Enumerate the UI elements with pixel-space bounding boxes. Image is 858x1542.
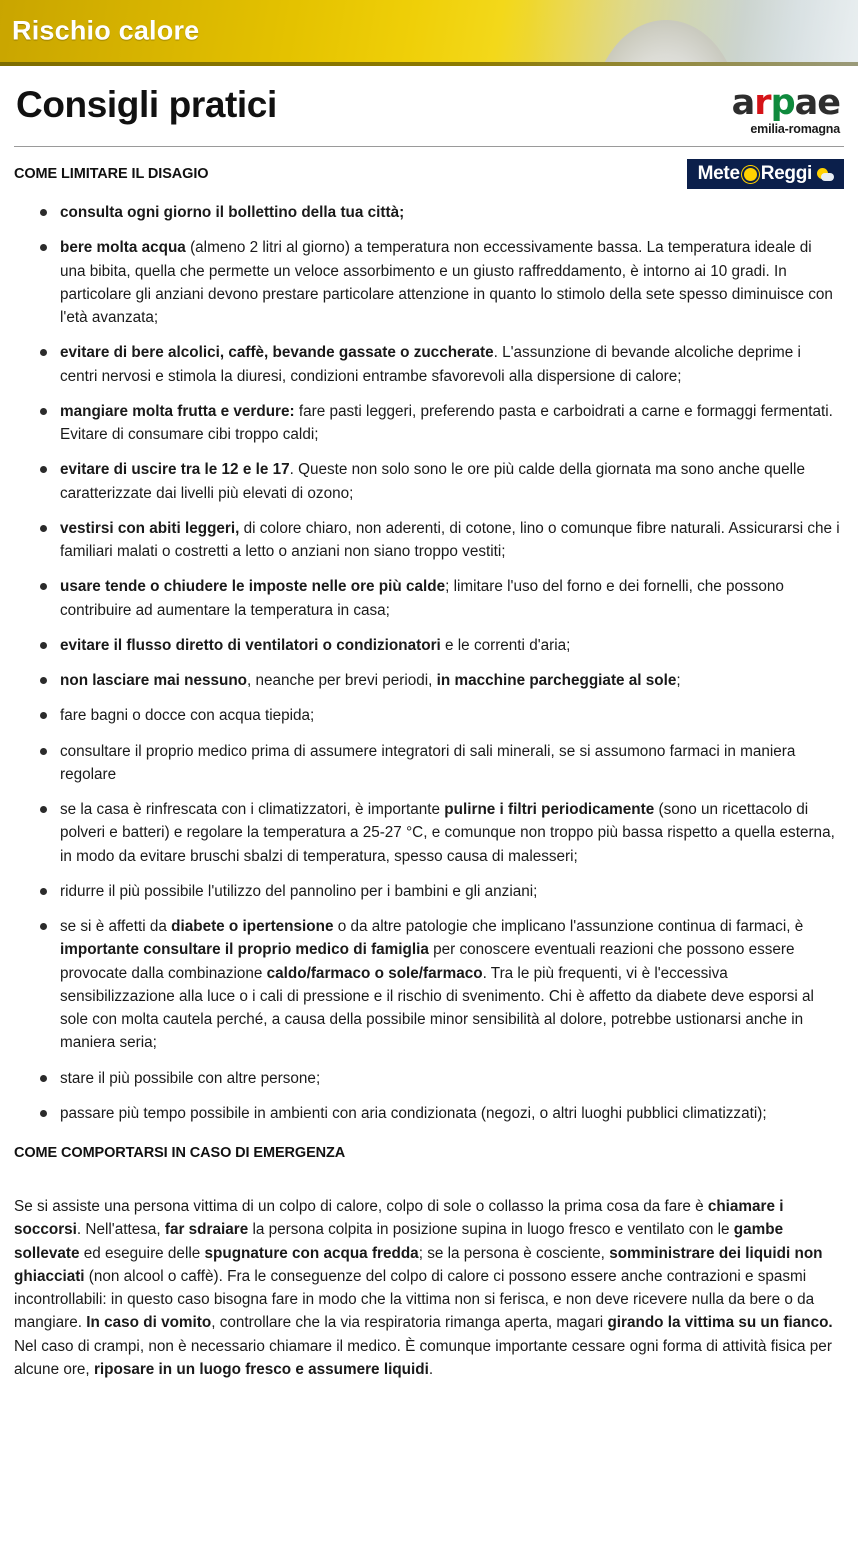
logo-letter-p: p xyxy=(770,83,795,123)
section-title-emergenza: COME COMPORTARSI IN CASO DI EMERGENZA xyxy=(14,1145,346,1161)
list-item: fare bagni o docce con acqua tiepida; xyxy=(40,704,840,727)
logo-letter-a1: a xyxy=(731,83,755,123)
list-item: stare il più possibile con altre persone; xyxy=(40,1067,840,1090)
list-item: non lasciare mai nessuno, neanche per brevi periodi, in macchine parcheggiate al sole; xyxy=(40,669,840,692)
arpae-logo-subtitle: emilia-romagna xyxy=(750,122,840,136)
sun-cloud-icon xyxy=(817,168,833,181)
banner-title: Rischio calore xyxy=(12,15,200,46)
emergency-text xyxy=(14,1195,844,1381)
list-item: vestirsi con abiti leggeri, di colore chiaro, non aderenti, di cotone, lino o comunque fibre naturali. Assicurarsi che i familiari malati o costretti a letto o anziani non siano troppo vestiti; xyxy=(40,517,840,564)
list-item: se la casa è rinfrescata con i climatizzatori, è importante pulirne i filtri periodicamente (sono un ricettacolo di polveri e batteri) e regolare la temperatura a 25-27 °C, e comunque non troppo più bassa rispetto a quella esterna, in modo da evitare bruschi sbalzi di temperatura, spesso causa di malesseri; xyxy=(40,798,840,868)
section-header-row xyxy=(14,159,844,189)
emergency-paragraph-1: Se si assiste una persona vittima di un colpo di calore, colpo di sole o collasso la prima cosa da fare è chiamare i soccorsi. Nell'attesa, far sdraiare la persona colpita in posizione supina in luogo fresco e ventilato con le gambe sollevate ed eseguire delle spugnature con acqua fredda; se la persona è cosciente, somministrare dei liquidi non ghiacciati (non alcool o caffè). Fra le conseguenze del colpo di calore ci possono essere anche contrazioni e spasmi incontrollabili: in questo caso bisogna fare in modo che la vittima non si ferisca, e non deve ricevere nulla da bere o da mangiare. In caso di vomito, controllare che la via respiratoria rimanga aperta, magari girando la vittima su un fianco. xyxy=(14,1198,833,1332)
list-item: passare più tempo possibile in ambienti con aria condizionata (negozi, o altri luoghi pubblici climatizzati); xyxy=(40,1102,840,1125)
list-item: bere molta acqua (almeno 2 litri al giorno) a temperatura non eccessivamente bassa. La temperatura ideale di una bibita, quella che permette un veloce assorbimento e un giusto raffreddamento, è intorno ai 10 gradi. In particolare gli anziani devono prestare particolare attenzione in quanto lo stimolo della sete spesso diminuisce con l'età avanzata; xyxy=(40,236,840,329)
logo-letter-e: e xyxy=(817,83,840,123)
list-item: mangiare molta frutta e verdure: fare pasti leggeri, preferendo pasta e carboidrati a carne e formaggi fermentati. Evitare di consumare cibi troppo caldi; xyxy=(40,400,840,447)
list-item: ridurre il più possibile l'utilizzo del pannolino per i bambini e gli anziani; xyxy=(40,880,840,903)
list-item: usare tende o chiudere le imposte nelle ore più calde; limitare l'uso del forno e dei fornelli, che possono contribuire ad aumentare la temperatura in casa; xyxy=(40,575,840,622)
sun-icon xyxy=(744,168,757,181)
list-item: evitare il flusso diretto di ventilatori o condizionatori e le correnti d'aria; xyxy=(40,634,840,657)
header-divider xyxy=(14,146,844,147)
page-title: Consigli pratici xyxy=(16,84,277,125)
tips-list xyxy=(14,201,844,1125)
list-item: evitare di uscire tra le 12 e le 17. Queste non solo sono le ore più calde della giornata ma sono anche quelle caratterizzate dai livelli più elevati di ozono; xyxy=(40,458,840,505)
logo-letter-a2: a xyxy=(794,83,818,123)
arpae-wordmark xyxy=(731,83,840,123)
badge-text-reggio: Reggi xyxy=(760,163,812,184)
list-item: se si è affetti da diabete o ipertensione o da altre patologie che implicano l'assunzione continua di farmaci, è importante consultare il proprio medico di famiglia per conoscere eventuali reazioni che possono essere provocate dalla combinazione caldo/farmaco o sole/farmaco. Tra le più frequenti, vi è l'eccessiva sensibilizzazione alla luce o i cali di pressione e il rischio di svenimento. Chi è affetto da diabete deve esporsi al sole con molta cautela perché, a causa della possibile minor sensibilità al dolore, potrebbe ustionarsi anche in maniera seria; xyxy=(40,915,840,1055)
document-header xyxy=(14,66,844,136)
list-item: evitare di bere alcolici, caffè, bevande gassate o zuccherate. L'assunzione di bevande alcoliche deprime i centri nervosi e stimola la diuresi, condizioni entrambe sfavorevoli alla dispersione di calore; xyxy=(40,341,840,388)
list-item: consultare il proprio medico prima di assumere integratori di sali minerali, se si assumono farmaci in maniera regolare xyxy=(40,740,840,787)
meteo-reggio-badge xyxy=(687,159,844,189)
list-item: consulta ogni giorno il bollettino della tua città; xyxy=(40,201,840,224)
page-content xyxy=(0,66,858,1407)
arpae-logo xyxy=(732,80,844,136)
logo-letter-r: r xyxy=(754,83,771,123)
page-banner xyxy=(0,0,858,62)
emergency-paragraph-2: Nel caso di crampi, non è necessario chiamare il medico. È comunque importante cessare ogni forma di attività fisica per alcune ore, riposare in un luogo fresco e assumere liquidi. xyxy=(14,1337,832,1378)
badge-text-meteo: Mete xyxy=(697,163,740,184)
section-title-limitare: COME LIMITARE IL DISAGIO xyxy=(14,166,209,182)
